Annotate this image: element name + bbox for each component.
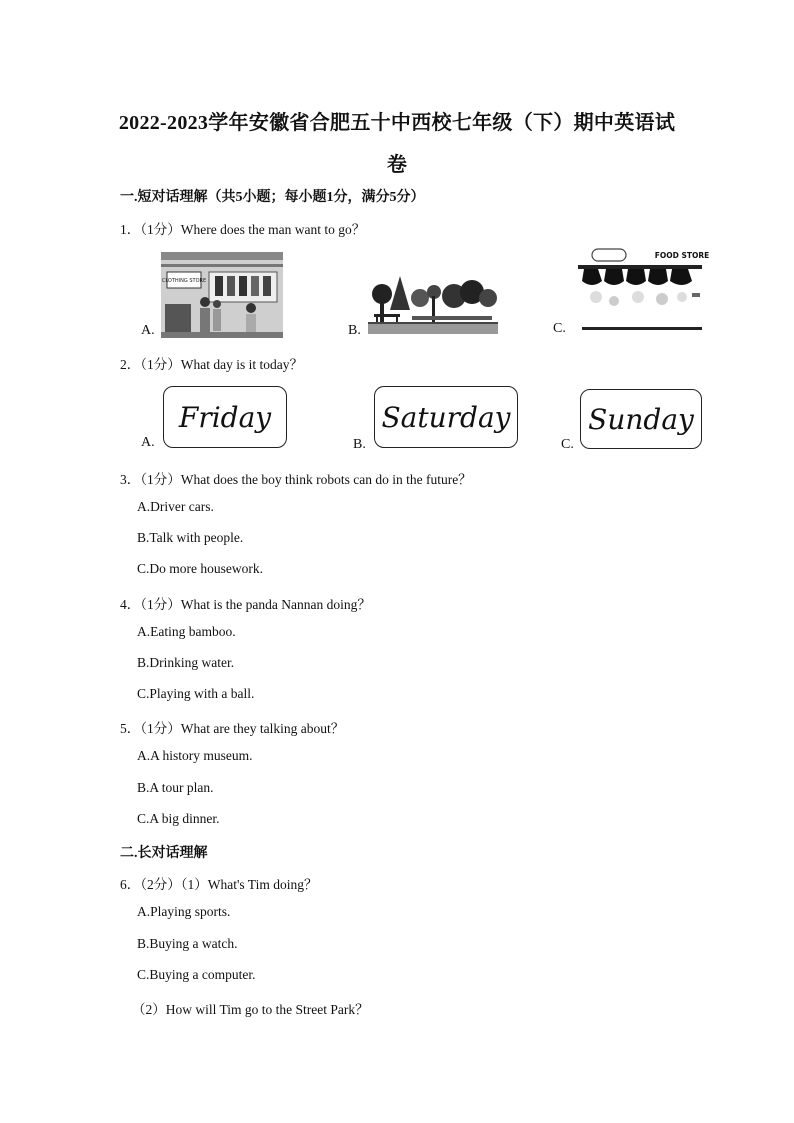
clothing-store-image: [161, 252, 283, 338]
friday-card: [163, 386, 287, 448]
section-heading-short-dialogue: 一.短对话理解（共5小题；每小题1分，满分5分）: [120, 190, 425, 205]
q4-option-b: B.Drinking water.: [137, 655, 235, 670]
page-title-continued: 卷: [386, 154, 408, 176]
q5-option-a: A.A history museum.: [137, 748, 253, 763]
question-4: 4．（1分）What is the panda Nannan doing？: [120, 597, 371, 612]
section-heading-long-dialogue: 二.长对话理解: [120, 846, 208, 861]
park-image: [368, 266, 498, 336]
saturday-card: [374, 386, 518, 448]
saturday-word: Saturday: [381, 400, 511, 434]
question-6: 6．（2分）（1）What's Tim doing？: [120, 877, 318, 892]
q3-option-a: A.Driver cars.: [137, 499, 214, 514]
q3-option-b: B.Talk with people.: [137, 530, 244, 545]
q6-option-c: C.Buying a computer.: [137, 967, 256, 982]
friday-word: Friday: [178, 400, 272, 434]
q6-option-a: A.Playing sports.: [137, 904, 231, 919]
q2-option-a-letter: A.: [141, 435, 155, 450]
clothing-store-sign: CLOTHING STORE: [161, 278, 207, 284]
q5-option-b: B.A tour plan.: [137, 780, 214, 795]
page-title: 2022-2023学年安徽省合肥五十中西校七年级（下）期中英语试: [118, 112, 676, 134]
q4-option-c: C.Playing with a ball.: [137, 686, 255, 701]
q5-option-c: C.A big dinner.: [137, 811, 220, 826]
sunday-word: Sunday: [588, 402, 694, 436]
q2-option-b-letter: B.: [353, 437, 366, 452]
q1-option-a-letter: A.: [141, 323, 155, 338]
question-5: 5．（1分）What are they talking about？: [120, 721, 345, 736]
q1-option-b-letter: B.: [348, 323, 361, 338]
question-1: 1．（1分）Where does the man want to go？: [120, 222, 366, 237]
q6-option-b: B.Buying a watch.: [137, 936, 238, 951]
food-store-image: [578, 247, 710, 333]
food-store-sign: FOOD STORE: [654, 251, 710, 260]
sunday-card: [580, 389, 702, 449]
question-3: 3．（1分）What does the boy think robots can do in the future？: [120, 472, 472, 487]
q2-option-c-letter: C.: [561, 437, 574, 452]
question-2: 2．（1分）What day is it today？: [120, 357, 303, 372]
q3-option-c: C.Do more housework.: [137, 561, 263, 576]
question-6-part-2: （2）How will Tim go to the Street Park？: [132, 1002, 369, 1017]
q4-option-a: A.Eating bamboo.: [137, 624, 236, 639]
q1-option-c-letter: C.: [553, 321, 566, 336]
